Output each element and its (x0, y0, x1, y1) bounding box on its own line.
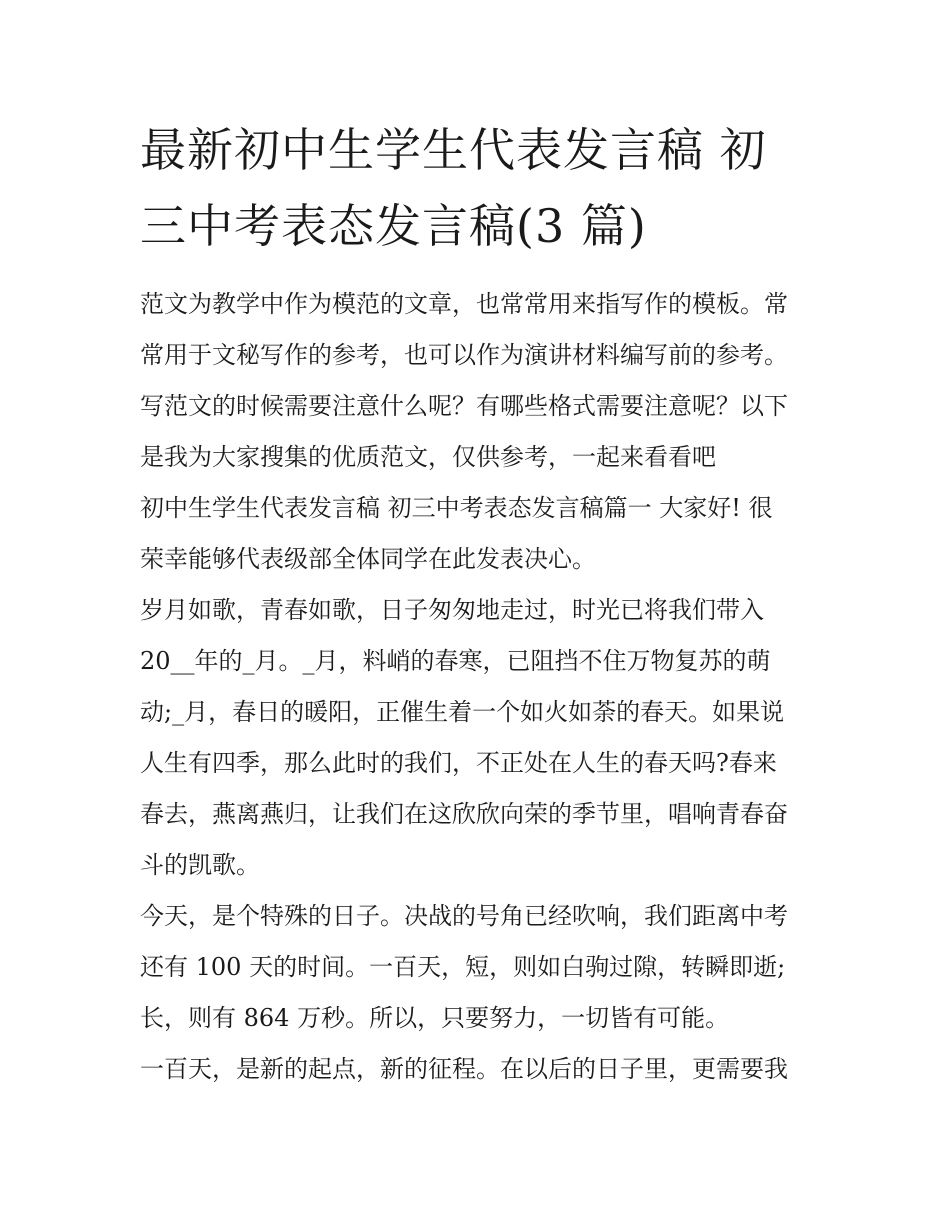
body-line: 斗的凯歌。 (140, 851, 260, 879)
body-line: 初中生学生代表发言稿 初三中考表态发言稿篇一 大家好! 很 (140, 494, 773, 522)
document-body (140, 279, 830, 1095)
body-line: 今天，是个特殊的日子。决战的号角已经吹响，我们距离中考 (140, 902, 788, 930)
body-line: 常用于文秘写作的参考，也可以作为演讲材料编写前的参考。 (140, 341, 788, 369)
body-line: 春去，燕离燕归，让我们在这欣欣向荣的季节里，唱响青春奋 (140, 800, 788, 828)
body-line: 人生有四季，那么此时的我们，不正处在人生的春天吗?春来 (140, 749, 777, 777)
body-line: 是我为大家搜集的优质范文，仅供参考，一起来看看吧 (140, 443, 716, 471)
body-line: 还有 100 天的时间。一百天，短，则如白驹过隙，转瞬即逝; (140, 953, 786, 981)
body-line: 写范文的时候需要注意什么呢？有哪些格式需要注意呢？以下 (140, 392, 788, 420)
title-line: 三中考表态发言稿(3 篇) (140, 199, 647, 253)
body-line: 长，则有 864 万秒。所以，只要努力，一切皆有可能。 (140, 1004, 730, 1032)
document-title (140, 112, 820, 264)
body-line: 范文为教学中作为模范的文章，也常常用来指写作的模板。常 (140, 290, 788, 318)
body-line: 一百天，是新的起点，新的征程。在以后的日子里，更需要我 (140, 1055, 788, 1083)
body-line: 岁月如歌，青春如歌，日子匆匆地走过，时光已将我们带入 (140, 596, 764, 624)
body-line: 荣幸能够代表级部全体同学在此发表决心。 (140, 545, 596, 573)
body-line: 动;_月，春日的暖阳，正催生着一个如火如荼的春天。如果说 (140, 698, 785, 726)
body-line: 20__年的_月。_月，料峭的春寒，已阻挡不住万物复苏的萌 (140, 647, 771, 675)
title-line: 最新初中生学生代表发言稿 初 (140, 123, 767, 177)
